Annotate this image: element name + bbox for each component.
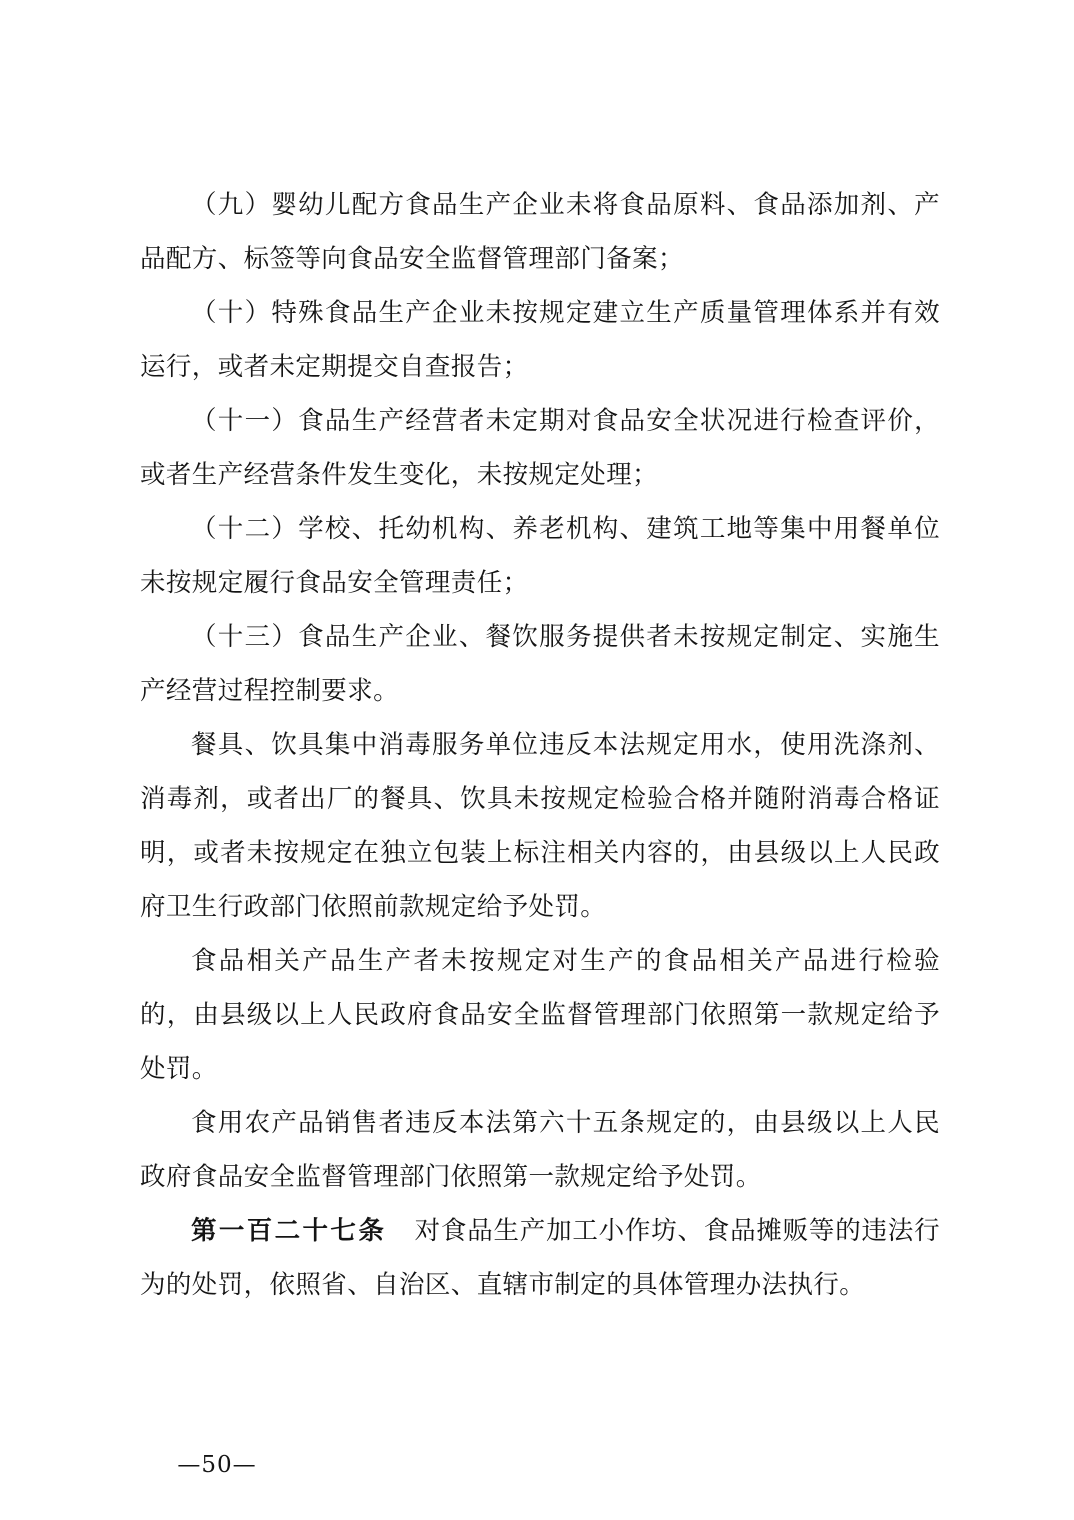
page-content xyxy=(140,178,940,1312)
page-footer xyxy=(0,1452,1074,1478)
paragraph-tableware-disinfection: 餐具、饮具集中消毒服务单位违反本法规定用水，使用洗涤剂、消毒剂，或者出厂的餐具、饮具未按规定检验合格并随附消毒合格证明，或者未按规定在独立包装上标注相关内容的，由县级以上人民政府卫生行政部门依照前款规定给予处罚。 xyxy=(140,730,940,922)
paragraph-agricultural-products: 食用农产品销售者违反本法第六十五条规定的，由县级以上人民政府食品安全监督管理部门依照第一款规定给予处罚。 xyxy=(140,1108,940,1192)
article-paragraph xyxy=(140,1204,940,1312)
paragraph-food-related-products: 食品相关产品生产者未按规定对生产的食品相关产品进行检验的，由县级以上人民政府食品安全监督管理部门依照第一款规定给予处罚。 xyxy=(140,946,940,1084)
article-text: 对食品生产加工小作坊、食品摊贩等的违法行为的处罚，依照省、自治区、直辖市制定的具体管理办法执行。 xyxy=(140,1216,940,1300)
article-label: 第一百二十七条 xyxy=(191,1216,387,1246)
list-item: （十三）食品生产企业、餐饮服务提供者未按规定制定、实施生产经营过程控制要求。 xyxy=(140,622,940,706)
list-item: （十一）食品生产经营者未定期对食品安全状况进行检查评价，或者生产经营条件发生变化，未按规定处理； xyxy=(140,406,940,490)
list-item: （十）特殊食品生产企业未按规定建立生产质量管理体系并有效运行，或者未定期提交自查报告； xyxy=(140,298,940,382)
list-item: （九）婴幼儿配方食品生产企业未将食品原料、食品添加剂、产品配方、标签等向食品安全监督管理部门备案； xyxy=(140,190,940,274)
page-number: —50— xyxy=(177,1452,257,1478)
list-item: （十二）学校、托幼机构、养老机构、建筑工地等集中用餐单位未按规定履行食品安全管理责任； xyxy=(140,514,940,598)
